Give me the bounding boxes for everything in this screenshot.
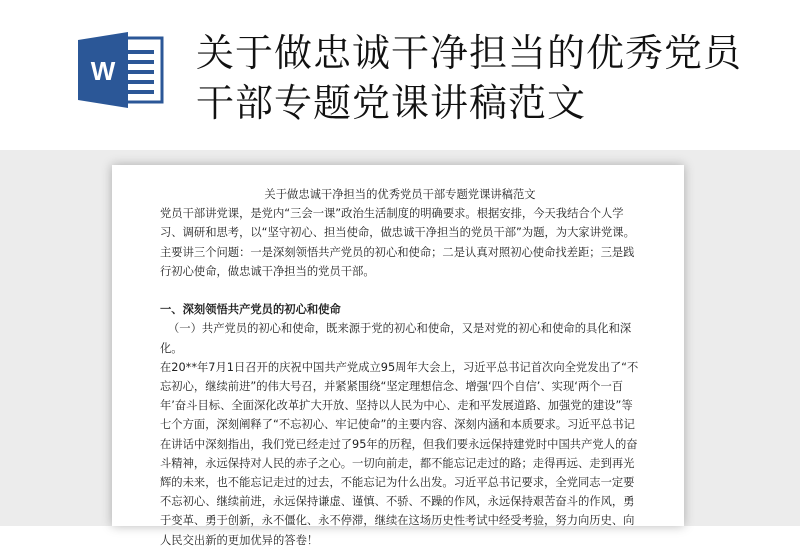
section-heading: 一、深刻领悟共产党员的初心和使命 xyxy=(160,303,341,317)
body-paragraph: 在20**年7月1日召开的庆祝中国共产党成立95周年大会上，习近平总书记首次向全党发出了“不忘初心，继续前进”的伟大号召，并紧紧围绕“坚定理想信念、增强‘四个自信’、实现‘两个一百年’奋斗目标、全面深化改革扩大开放、坚持以人民为中心、走和平发展道路、加强党的建设”等七个方面，深刻阐释了“不忘初心、牢记使命”的主要内容、深刻内涵和本质要求。习近平总书记在讲话中深刻指出，我们党已经走过了95年的历程，但我们要永远保持建党时中国共产党人的奋斗精神，永远保持对人民的赤子之心。一切向前走，都不能忘记走过的路；走得再远、走到再光辉的未来，也不能忘记走过的过去，不能忘记为什么出发。习近平总书记要求，全党同志一定要不忘初心、继续前进，永远保持谦虚、谨慎、不骄、不躁的作风，永远保持艰苦奋斗的作风，勇于变革、勇于创新，永不僵化、永不停滞，继续在这场历史性考试中经受考验，努力向历史、向人民交出新的更加优异的答卷！ xyxy=(160,360,639,547)
document-body xyxy=(160,185,640,550)
title-line-2: 干部专题党课讲稿范文 xyxy=(196,81,587,125)
document-page xyxy=(112,165,684,547)
title-line-1: 关于做忠诚干净担当的优秀党员 xyxy=(196,31,743,75)
word-icon xyxy=(78,32,166,108)
svg-text:W: W xyxy=(90,56,116,86)
blank-line xyxy=(160,281,640,300)
header xyxy=(0,0,800,160)
document-title: 关于做忠诚干净担当的优秀党员干部专题党课讲稿范文 xyxy=(264,188,536,201)
intro-paragraph: 党员干部讲党课，是党内“三会一课”政治生活制度的明确要求。根据安排，今天我结合个人学习、调研和思考，以“坚守初心、担当使命，做忠诚干净担当的党员干部”为题，为大家讲党课。主要讲三个问题：一是深刻领悟共产党员的初心和使命；二是认真对照初心使命找差距；三是践行初心使命，做忠诚干净担当的党员干部。 xyxy=(160,207,635,278)
subsection-paragraph: （一）共产党员的初心和使命，既来源于党的初心和使命，又是对党的初心和使命的具化和深化。 xyxy=(160,322,632,355)
page-title xyxy=(196,28,776,128)
